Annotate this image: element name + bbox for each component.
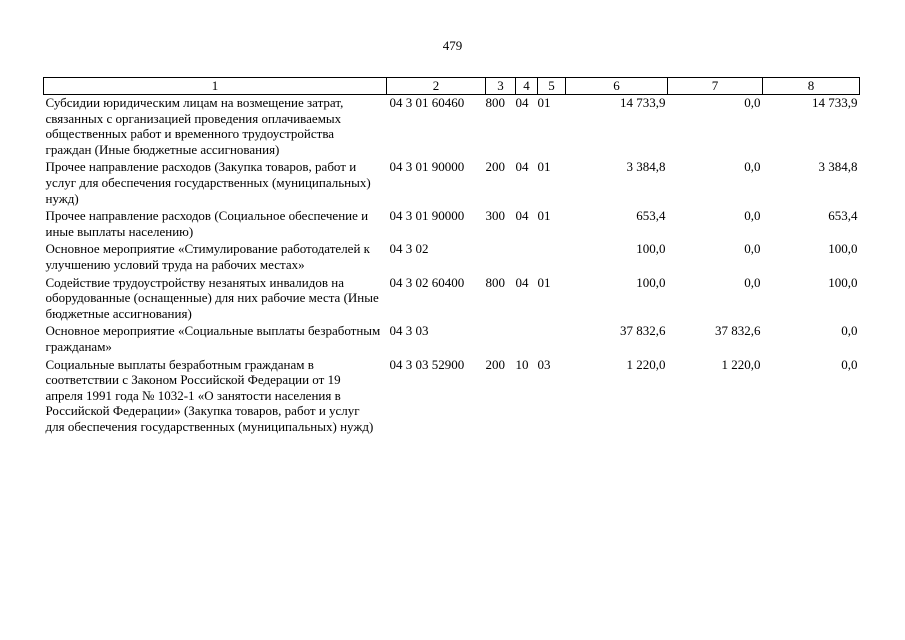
amount-col7-cell: 37 832,6 — [715, 323, 761, 339]
table-row — [44, 241, 860, 274]
amount-col7-cell: 1 220,0 — [721, 356, 761, 372]
section-cell: 04 — [515, 159, 529, 175]
target-code-cell: 04 3 01 60460 — [389, 95, 465, 110]
amount-total-cell: 653,4 — [636, 208, 666, 224]
subsection-cell: 01 — [537, 159, 551, 175]
target-code-cell: 04 3 02 — [389, 241, 429, 257]
subsection-cell: 01 — [537, 95, 551, 110]
expense-type-cell — [486, 323, 516, 356]
column-header: 4 — [516, 78, 538, 95]
subsection-cell — [538, 323, 566, 356]
column-header: 3 — [486, 78, 516, 95]
amount-total-cell: 14 733,9 — [620, 95, 666, 110]
column-header: 7 — [668, 78, 763, 95]
expense-name-cell: Основное мероприятие «Стимулирование работодателей к улучшению условий труда на рабочих местах» — [45, 241, 370, 272]
amount-col8-cell: 14 733,9 — [812, 95, 858, 110]
amount-col7-cell: 0,0 — [744, 159, 761, 175]
column-header: 1 — [44, 78, 387, 95]
expense-name-cell: Содействие трудоустройству незанятых инвалидов на оборудованные (оснащенные) для них рабочие места (Иные бюджетные ассигнования) — [45, 274, 379, 321]
amount-col8-cell: 100,0 — [828, 274, 858, 290]
amount-total-cell: 1 220,0 — [626, 356, 666, 372]
section-cell — [516, 323, 538, 356]
amount-col8-cell: 100,0 — [828, 241, 858, 257]
section-cell: 04 — [515, 274, 529, 290]
subsection-cell: 01 — [537, 208, 551, 224]
amount-total-cell: 100,0 — [636, 241, 666, 257]
table-row — [44, 159, 860, 208]
column-header: 5 — [538, 78, 566, 95]
column-header: 6 — [566, 78, 668, 95]
expense-name-cell: Основное мероприятие «Социальные выплаты безработным гражданам» — [45, 323, 381, 354]
section-cell: 04 — [515, 95, 529, 110]
target-code-cell: 04 3 01 90000 — [389, 208, 465, 224]
table-row — [44, 95, 860, 160]
amount-col7-cell: 0,0 — [744, 241, 761, 257]
page-number: 479 — [442, 38, 463, 53]
amount-total-cell: 37 832,6 — [620, 323, 666, 339]
amount-total-cell: 3 384,8 — [626, 159, 666, 175]
subsection-cell — [538, 241, 566, 274]
table-row — [44, 357, 860, 437]
expense-name-cell: Прочее направление расходов (Закупка товаров, работ и услуг для обеспечения государственных (муниципальных) нужд) — [45, 159, 371, 206]
target-code-cell: 04 3 01 90000 — [389, 159, 465, 175]
amount-col8-cell: 0,0 — [841, 323, 858, 339]
section-cell: 10 — [515, 356, 529, 372]
section-cell: 04 — [515, 208, 529, 224]
amount-total-cell: 100,0 — [636, 274, 666, 290]
budget-table — [43, 77, 860, 436]
amount-col7-cell: 0,0 — [744, 208, 761, 224]
expense-type-cell: 200 — [485, 356, 505, 372]
expense-type-cell: 800 — [485, 274, 505, 290]
expense-type-cell: 300 — [485, 208, 505, 224]
table-row — [44, 208, 860, 241]
target-code-cell: 04 3 03 52900 — [389, 356, 465, 372]
header-row — [44, 78, 860, 95]
expense-name-cell: Прочее направление расходов (Социальное обеспечение и иные выплаты населению) — [45, 208, 369, 239]
expense-type-cell: 200 — [485, 159, 505, 175]
subsection-cell: 01 — [537, 274, 551, 290]
column-header: 2 — [387, 78, 486, 95]
column-header: 8 — [763, 78, 860, 95]
table-row — [44, 323, 860, 356]
amount-col8-cell: 653,4 — [828, 208, 858, 224]
amount-col7-cell: 0,0 — [744, 274, 761, 290]
section-cell — [516, 241, 538, 274]
target-code-cell: 04 3 02 60400 — [389, 274, 465, 290]
target-code-cell: 04 3 03 — [389, 323, 429, 339]
expense-type-cell — [486, 241, 516, 274]
table-row — [44, 275, 860, 324]
subsection-cell: 03 — [537, 356, 551, 372]
amount-col8-cell: 3 384,8 — [818, 159, 858, 175]
expense-name-cell: Социальные выплаты безработным гражданам в соответствии с Законом Российской Федерации от 19 апреля 1991 года № 1032-1 «О занятости населения в Российской Федерации» (Закупка товаров, работ и услуг для обеспечения государственных (муниципальных) нужд) — [45, 356, 374, 434]
amount-col7-cell: 0,0 — [744, 95, 761, 110]
amount-col8-cell: 0,0 — [841, 356, 858, 372]
expense-type-cell: 800 — [485, 95, 505, 110]
expense-name-cell: Субсидии юридическим лицам на возмещение затрат, связанных с организацией проведения оплачиваемых общественных работ и временного трудоустройства граждан (Иные бюджетные ассигнования) — [45, 95, 344, 157]
